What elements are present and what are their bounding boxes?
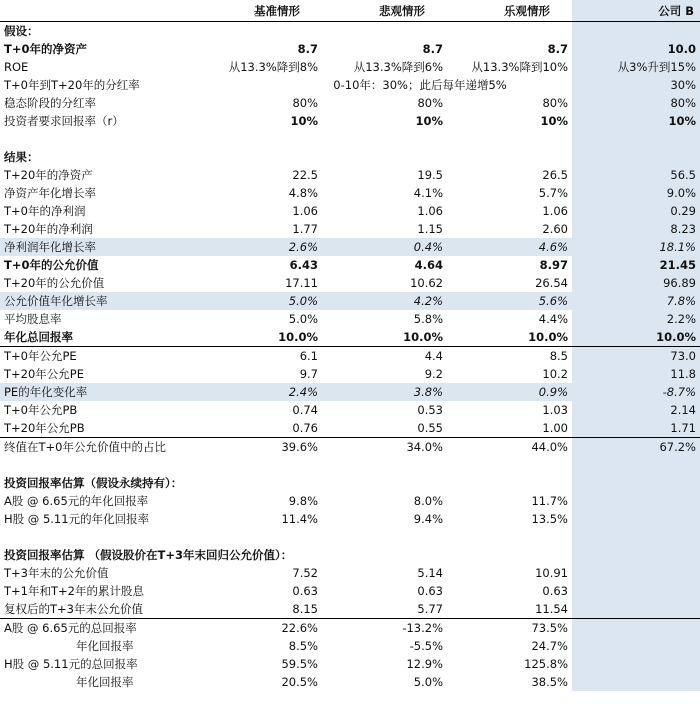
row-label: ROE — [4, 60, 29, 74]
cell-base: 20.5% — [281, 675, 318, 689]
row-label: 投资者要求回报率（r） — [4, 114, 124, 128]
cell-optimistic: 11.7% — [531, 494, 568, 508]
cell-company-b — [572, 637, 700, 655]
cell-optimistic: 73.5% — [447, 619, 572, 638]
section-title-assumptions: 假设： — [4, 24, 39, 38]
cell-optimistic: 26.5 — [542, 168, 568, 182]
table-row — [0, 564, 700, 582]
cell-base: 22.5 — [292, 168, 318, 182]
row-label: T+0年到T+20年的分红率 — [4, 78, 140, 92]
cell-optimistic: 0.63 — [542, 584, 568, 598]
header-base: 基准情形 — [212, 0, 322, 22]
section-title-revert: 投资回报率估算 （假设股价在T+3年末回归公允价值）： — [4, 548, 293, 562]
cell-optimistic: 8.5 — [447, 347, 572, 366]
row-label: T+3年末的公允价值 — [4, 566, 109, 580]
table-row — [0, 202, 700, 220]
cell-pessimistic: 5.8% — [413, 312, 443, 326]
cell-base: 9.7 — [299, 367, 318, 381]
cell-base: 59.5% — [281, 657, 318, 671]
cell-company-b: 10% — [572, 112, 700, 130]
row-label: 终值在T+0年公允价值中的占比 — [0, 438, 212, 457]
cell-base: 0.76 — [292, 421, 318, 435]
cell-base: 10% — [290, 114, 318, 128]
cell-company-b: 7.8% — [572, 292, 700, 310]
row-label: T+20年公允PB — [4, 421, 85, 435]
header-company-b: 公司 B — [572, 0, 700, 22]
row-label: H股 @ 5.11元的年化回报率 — [4, 512, 150, 526]
valuation-table — [0, 0, 700, 166]
cell-optimistic: 5.7% — [538, 186, 568, 200]
table-row — [0, 383, 700, 401]
table-row — [0, 365, 700, 383]
cell-pessimistic: 从13.3%降到6% — [353, 60, 443, 74]
table-row — [0, 637, 700, 655]
cell-company-b: 73.0 — [572, 347, 700, 366]
cell-base: 7.52 — [292, 566, 318, 580]
table-row — [0, 94, 700, 112]
cell-pessimistic: 5.14 — [417, 566, 443, 580]
cell-company-b: 0.29 — [572, 202, 700, 220]
cell-optimistic: 1.00 — [542, 421, 568, 435]
cell-pessimistic: 8.0% — [413, 494, 443, 508]
table-row — [0, 58, 700, 76]
cell-optimistic: 8.7 — [547, 42, 568, 56]
cell-base: 22.6% — [212, 619, 322, 638]
cell-optimistic: 10.0% — [528, 330, 568, 344]
cell-optimistic: 10.2 — [542, 367, 568, 381]
cell-pessimistic: 80% — [417, 96, 443, 110]
table-row — [0, 166, 700, 184]
row-label: T+20年的净资产 — [4, 168, 93, 182]
section-title-perpetual: 投资回报率估算（假设永续持有）： — [4, 476, 183, 490]
cell-base: 4.8% — [288, 186, 318, 200]
cell-pessimistic: 5.0% — [413, 675, 443, 689]
cell-optimistic: 125.8% — [524, 657, 568, 671]
cell-company-b: 2.2% — [572, 310, 700, 328]
row-label: 稳态阶段的分红率 — [4, 96, 96, 110]
row-label: 公允价值年化增长率 — [0, 292, 212, 310]
cell-company-b: 10.0% — [572, 328, 700, 347]
row-label: T+0年公允PB — [4, 403, 78, 417]
row-label: 平均股息率 — [4, 312, 62, 326]
row-label: H股 @ 5.11元的总回报率 — [4, 657, 138, 671]
cell-base: 1.06 — [292, 204, 318, 218]
cell-pessimistic: 4.4 — [322, 347, 447, 366]
cell-company-b: -8.7% — [572, 383, 700, 401]
cell-company-b: 96.89 — [572, 274, 700, 292]
cell-optimistic: 11.54 — [535, 602, 568, 616]
cell-base: 80% — [292, 96, 318, 110]
table-row — [0, 274, 700, 292]
cell-company-b — [572, 492, 700, 510]
cell-base: 11.4% — [281, 512, 318, 526]
table-row — [0, 438, 700, 457]
table-row — [0, 673, 700, 691]
cell-pessimistic: 4.64 — [414, 258, 443, 272]
row-label: 净资产年化增长率 — [4, 186, 96, 200]
cell-company-b: 从3%升到15% — [572, 58, 700, 76]
cell-optimistic: 80% — [542, 96, 568, 110]
cell-pessimistic: 9.4% — [413, 512, 443, 526]
cell-pessimistic: 4.1% — [413, 186, 443, 200]
cell-pessimistic: 10% — [415, 114, 443, 128]
cell-pessimistic: 3.8% — [322, 383, 447, 401]
row-label: A股 @ 6.65元的年化回报率 — [4, 494, 149, 508]
header-label — [0, 0, 212, 22]
section-title-results: 结果： — [4, 150, 39, 164]
row-label: T+0年的公允价值 — [4, 258, 99, 272]
table-row — [0, 310, 700, 328]
row-label: T+20年的净利润 — [4, 222, 93, 236]
cell-pessimistic: 0.4% — [322, 238, 447, 256]
cell-pessimistic: 1.06 — [417, 204, 443, 218]
cell-company-b — [572, 564, 700, 582]
table-row — [0, 582, 700, 600]
cell-company-b: 30% — [572, 76, 700, 94]
table-row — [0, 238, 700, 256]
table-row — [0, 220, 700, 238]
section-title-row — [0, 474, 700, 492]
cell-base: 2.6% — [212, 238, 322, 256]
cell-optimistic: 8.97 — [539, 258, 568, 272]
row-label: T+1年和T+2年的累计股息 — [4, 584, 144, 598]
cell-pessimistic: 10.62 — [410, 276, 443, 290]
cell-pessimistic: 8.7 — [422, 42, 443, 56]
cell-company-b — [572, 600, 700, 619]
table-row — [0, 492, 700, 510]
cell-company-b — [572, 510, 700, 528]
cell-pessimistic: 0.53 — [417, 403, 443, 417]
row-label: 复权后的T+3年末公允价值 — [4, 602, 143, 616]
returns-table — [0, 456, 700, 691]
cell-pessimistic: 5.77 — [417, 602, 443, 616]
row-label: A股 @ 6.65元的总回报率 — [0, 619, 212, 638]
cell-company-b: 10.0 — [572, 40, 700, 58]
row-label: T+20年的公允价值 — [4, 276, 105, 290]
cell-base: 5.0% — [288, 312, 318, 326]
section-title-row — [0, 148, 700, 166]
section-title-row — [0, 546, 700, 564]
cell-optimistic: 1.06 — [542, 204, 568, 218]
cell-base: 1.77 — [292, 222, 318, 236]
cell-company-b — [572, 673, 700, 691]
cell-optimistic: 2.60 — [542, 222, 568, 236]
results-table — [0, 166, 700, 456]
cell-base: 17.11 — [285, 276, 318, 290]
table-row — [0, 619, 700, 638]
cell-optimistic: 从13.3%降到10% — [471, 60, 568, 74]
cell-company-b: 18.1% — [572, 238, 700, 256]
header-optimistic: 乐观情形 — [447, 0, 572, 22]
cell-company-b: 8.23 — [572, 220, 700, 238]
cell-optimistic: 13.5% — [531, 512, 568, 526]
cell-base: 5.0% — [212, 292, 322, 310]
row-label: 年化回报率 — [76, 639, 134, 653]
cell-optimistic: 4.6% — [447, 238, 572, 256]
cell-pessimistic: 0.63 — [417, 584, 443, 598]
cell-company-b: 2.14 — [572, 401, 700, 419]
cell-base: 39.6% — [212, 438, 322, 457]
cell-base: 8.15 — [292, 602, 318, 616]
cell-company-b — [572, 582, 700, 600]
row-label: T+0年公允PE — [0, 347, 212, 366]
section-title-row — [0, 22, 700, 41]
cell-company-b — [572, 655, 700, 673]
row-label: 年化总回报率 — [4, 330, 73, 344]
cell-optimistic: 38.5% — [531, 675, 568, 689]
cell-merged: 0-10年：30%；此后每年递增5% — [333, 78, 507, 92]
table-row — [0, 112, 700, 130]
cell-optimistic: 10% — [540, 114, 568, 128]
row-label: T+0年的净利润 — [4, 204, 86, 218]
table-row — [0, 510, 700, 528]
table-row — [0, 600, 700, 619]
cell-base: 2.4% — [212, 383, 322, 401]
cell-optimistic: 4.4% — [538, 312, 568, 326]
cell-optimistic: 0.9% — [447, 383, 572, 401]
cell-base: 8.5% — [288, 639, 318, 653]
cell-pessimistic: 10.0% — [403, 330, 443, 344]
cell-optimistic: 10.91 — [535, 566, 568, 580]
row-label: 净利润年化增长率 — [0, 238, 212, 256]
table-row — [0, 292, 700, 310]
cell-company-b: 9.0% — [572, 184, 700, 202]
cell-base: 9.8% — [288, 494, 318, 508]
cell-company-b: 1.71 — [572, 419, 700, 438]
cell-optimistic: 44.0% — [447, 438, 572, 457]
cell-pessimistic: 1.15 — [417, 222, 443, 236]
cell-base: 从13.3%降到8% — [228, 60, 318, 74]
cell-base: 6.1 — [212, 347, 322, 366]
table-row — [0, 655, 700, 673]
cell-pessimistic: 19.5 — [417, 168, 443, 182]
cell-pessimistic: -5.5% — [409, 639, 443, 653]
cell-base: 0.63 — [292, 584, 318, 598]
cell-pessimistic: 34.0% — [322, 438, 447, 457]
cell-company-b: 80% — [572, 94, 700, 112]
cell-company-b: 67.2% — [572, 438, 700, 457]
cell-optimistic: 24.7% — [531, 639, 568, 653]
cell-company-b: 21.45 — [572, 256, 700, 274]
cell-base: 0.74 — [292, 403, 318, 417]
table-row — [0, 76, 700, 94]
cell-company-b: 56.5 — [572, 166, 700, 184]
header-pessimistic: 悲观情形 — [322, 0, 447, 22]
table-row — [0, 328, 700, 347]
cell-company-b: 11.8 — [572, 365, 700, 383]
cell-base: 6.43 — [289, 258, 318, 272]
cell-pessimistic: 9.2 — [424, 367, 443, 381]
table-row — [0, 184, 700, 202]
row-label: 年化回报率 — [76, 675, 134, 689]
table-row — [0, 40, 700, 58]
cell-pessimistic: 12.9% — [406, 657, 443, 671]
row-label: T+0年的净资产 — [4, 42, 87, 56]
row-label: T+20年公允PE — [4, 367, 84, 381]
cell-optimistic: 26.54 — [535, 276, 568, 290]
cell-base: 8.7 — [297, 42, 318, 56]
cell-pessimistic: -13.2% — [322, 619, 447, 638]
cell-company-b — [572, 619, 700, 638]
table-row — [0, 256, 700, 274]
table-row — [0, 401, 700, 419]
cell-pessimistic: 4.2% — [322, 292, 447, 310]
cell-optimistic: 5.6% — [447, 292, 572, 310]
table-row — [0, 347, 700, 366]
row-label: PE的年化变化率 — [0, 383, 212, 401]
table-row — [0, 419, 700, 438]
cell-pessimistic: 0.55 — [417, 421, 443, 435]
cell-optimistic: 1.03 — [542, 403, 568, 417]
cell-base: 10.0% — [278, 330, 318, 344]
header-row — [0, 0, 700, 22]
